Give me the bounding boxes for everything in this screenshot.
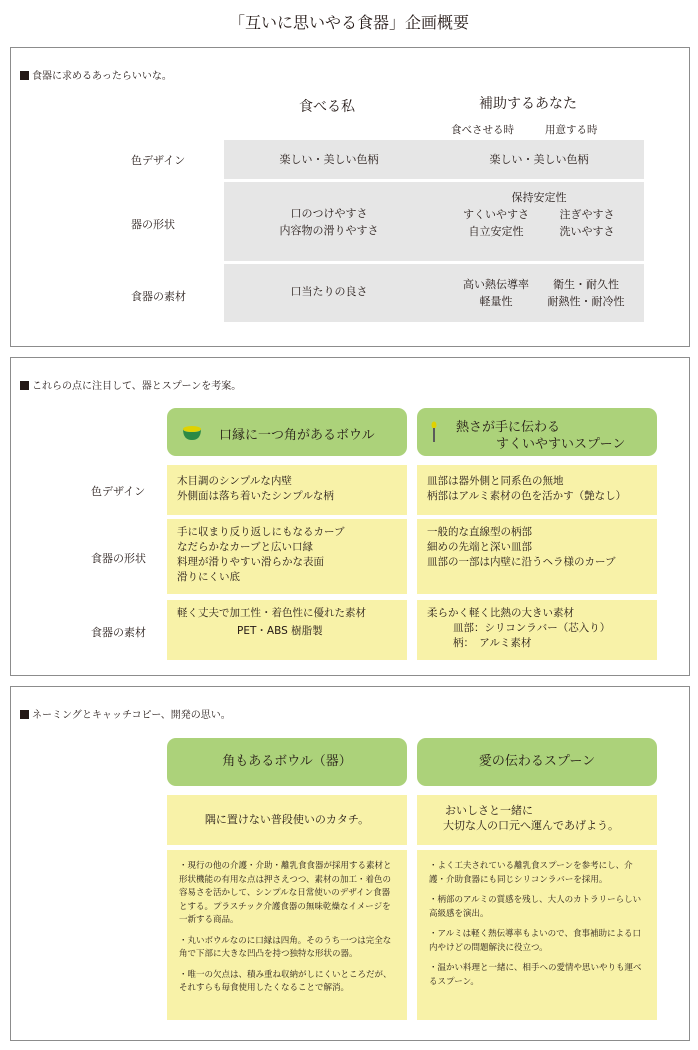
row-label: 色デザイン bbox=[131, 154, 186, 167]
spoon-icon bbox=[430, 421, 438, 443]
note-item: ・丸いボウルなのに口縁は四角。そのうち一つは完全な角で下部に大きな凹凸を持つ独特な形状の器。 bbox=[179, 935, 392, 959]
subheader-feed: 食べさせる時 bbox=[451, 124, 514, 136]
bowl-icon bbox=[182, 425, 202, 441]
bowl-title-box: 口縁に一つ角があるボウル bbox=[167, 408, 407, 456]
column-header-me: 食べる私 bbox=[299, 99, 355, 115]
you-right-values: 注ぎやすさ 洗いやすさ bbox=[559, 208, 615, 238]
spoon-material: 柔らかく軽く比熱の大きい素材 皿部：シリコンラバー（芯入り） 柄： アルミ素材 bbox=[417, 600, 657, 660]
you-right-values: 衛生・耐久性 耐熱性・耐冷性 bbox=[547, 278, 625, 308]
row-label: 食器の素材 bbox=[131, 290, 186, 303]
you-left-values: 高い熱伝導率 軽量性 bbox=[463, 278, 529, 308]
note-item: ・アルミは軽く熱伝導率もよいので、食事補助による口内やけどの問題解決に役立つ。 bbox=[429, 929, 641, 953]
row-color-design bbox=[224, 140, 644, 179]
square-bullet-icon bbox=[20, 71, 29, 80]
you-value: 楽しい・美しい色柄 bbox=[489, 153, 589, 166]
note-item: ・現行の他の介護・介助・離乳食食器が採用する素材と形状機能の有用な点は押さえつつ、素材の加工・着色の容易さを活かして、シンプルな日常使いのデザイン食器とする。プラスチック介護食器の無味乾燥なイメージを一新する商品。 bbox=[179, 861, 392, 925]
square-bullet-icon bbox=[20, 710, 29, 719]
row-label: 食器の形状 bbox=[91, 552, 146, 565]
note-item: ・よく工夫されている離乳食スプーンを参考にし、介護・介助食器にも同じシリコンラバーを採用。 bbox=[429, 861, 633, 885]
section-heading: 食器に求めるあったらいいな。 bbox=[20, 67, 172, 82]
you-top-value: 保持安定性 bbox=[511, 191, 567, 204]
you-left-values: すくいやすさ 自立安定性 bbox=[463, 208, 529, 238]
spoon-shape: 一般的な直線型の柄部 細めの先端と深い皿部 皿部の一部は内壁に沿うヘラ様のカーブ bbox=[417, 519, 657, 594]
row-label: 色デザイン bbox=[91, 485, 146, 498]
requirements-panel bbox=[10, 47, 690, 347]
bowl-shape: 手に収まり反り返しにもなるカーブ なだらかなカーブと広い口縁 料理が滑りやすい滑らかな表面 滑りにくい底 bbox=[167, 519, 407, 594]
note-item: ・唯一の欠点は、積み重ね収納がしにくいところだが、それすらも毎食使用したくなることで解消。 bbox=[179, 969, 392, 993]
me-values: 口のつけやすさ 内容物の滑りやすさ bbox=[279, 207, 379, 237]
section-heading: これらの点に注目して、器とスプーンを考案。 bbox=[20, 377, 241, 392]
row-label: 食器の素材 bbox=[91, 626, 146, 639]
bowl-name: 角もあるボウル（器） bbox=[167, 738, 407, 786]
bowl-catchcopy: 隅に置けない普段使いのカタチ。 bbox=[167, 795, 407, 845]
square-bullet-icon bbox=[20, 381, 29, 390]
spoon-color-design: 皿部は器外側と同系色の無地 柄部はアルミ素材の色を活かす（艶なし） bbox=[417, 465, 657, 515]
bowl-color-design: 木目調のシンプルな内壁 外側面は落ち着いたシンプルな柄 bbox=[167, 465, 407, 515]
note-item: ・柄部のアルミの質感を残し、大人のカトラリーらしい高級感を演出。 bbox=[429, 895, 642, 919]
column-header-you: 補助するあなた bbox=[479, 96, 577, 112]
spoon-catchcopy: おいしさと一緒に 大切な人の口元へ運んであげよう。 bbox=[417, 795, 657, 845]
spoon-name: 愛の伝わるスプーン bbox=[417, 738, 657, 786]
spoon-development-notes bbox=[417, 850, 657, 1020]
section-heading: ネーミングとキャッチコピー、開発の思い。 bbox=[20, 706, 231, 721]
page-title: 「互いに思いやる食器」企画概要 bbox=[228, 13, 469, 32]
spoon-title-box: 熱さが手に伝わる すくいやすいスプーン bbox=[417, 408, 657, 456]
subheader-prep: 用意する時 bbox=[545, 124, 598, 136]
bowl-development-notes bbox=[167, 850, 407, 1020]
naming-panel bbox=[10, 686, 690, 1041]
row-shape bbox=[224, 182, 644, 261]
note-item: ・温かい料理と一緒に、相手への愛情や思いやりも運べるスプーン。 bbox=[429, 963, 642, 987]
row-material bbox=[224, 264, 644, 322]
me-value: 楽しい・美しい色柄 bbox=[279, 153, 379, 166]
bowl-material: 軽く丈夫で加工性・着色性に優れた素材 PET・ABS 樹脂製 bbox=[167, 600, 407, 660]
me-value: 口当たりの良さ bbox=[290, 285, 368, 298]
proposal-panel bbox=[10, 357, 690, 676]
row-label: 器の形状 bbox=[131, 218, 175, 231]
